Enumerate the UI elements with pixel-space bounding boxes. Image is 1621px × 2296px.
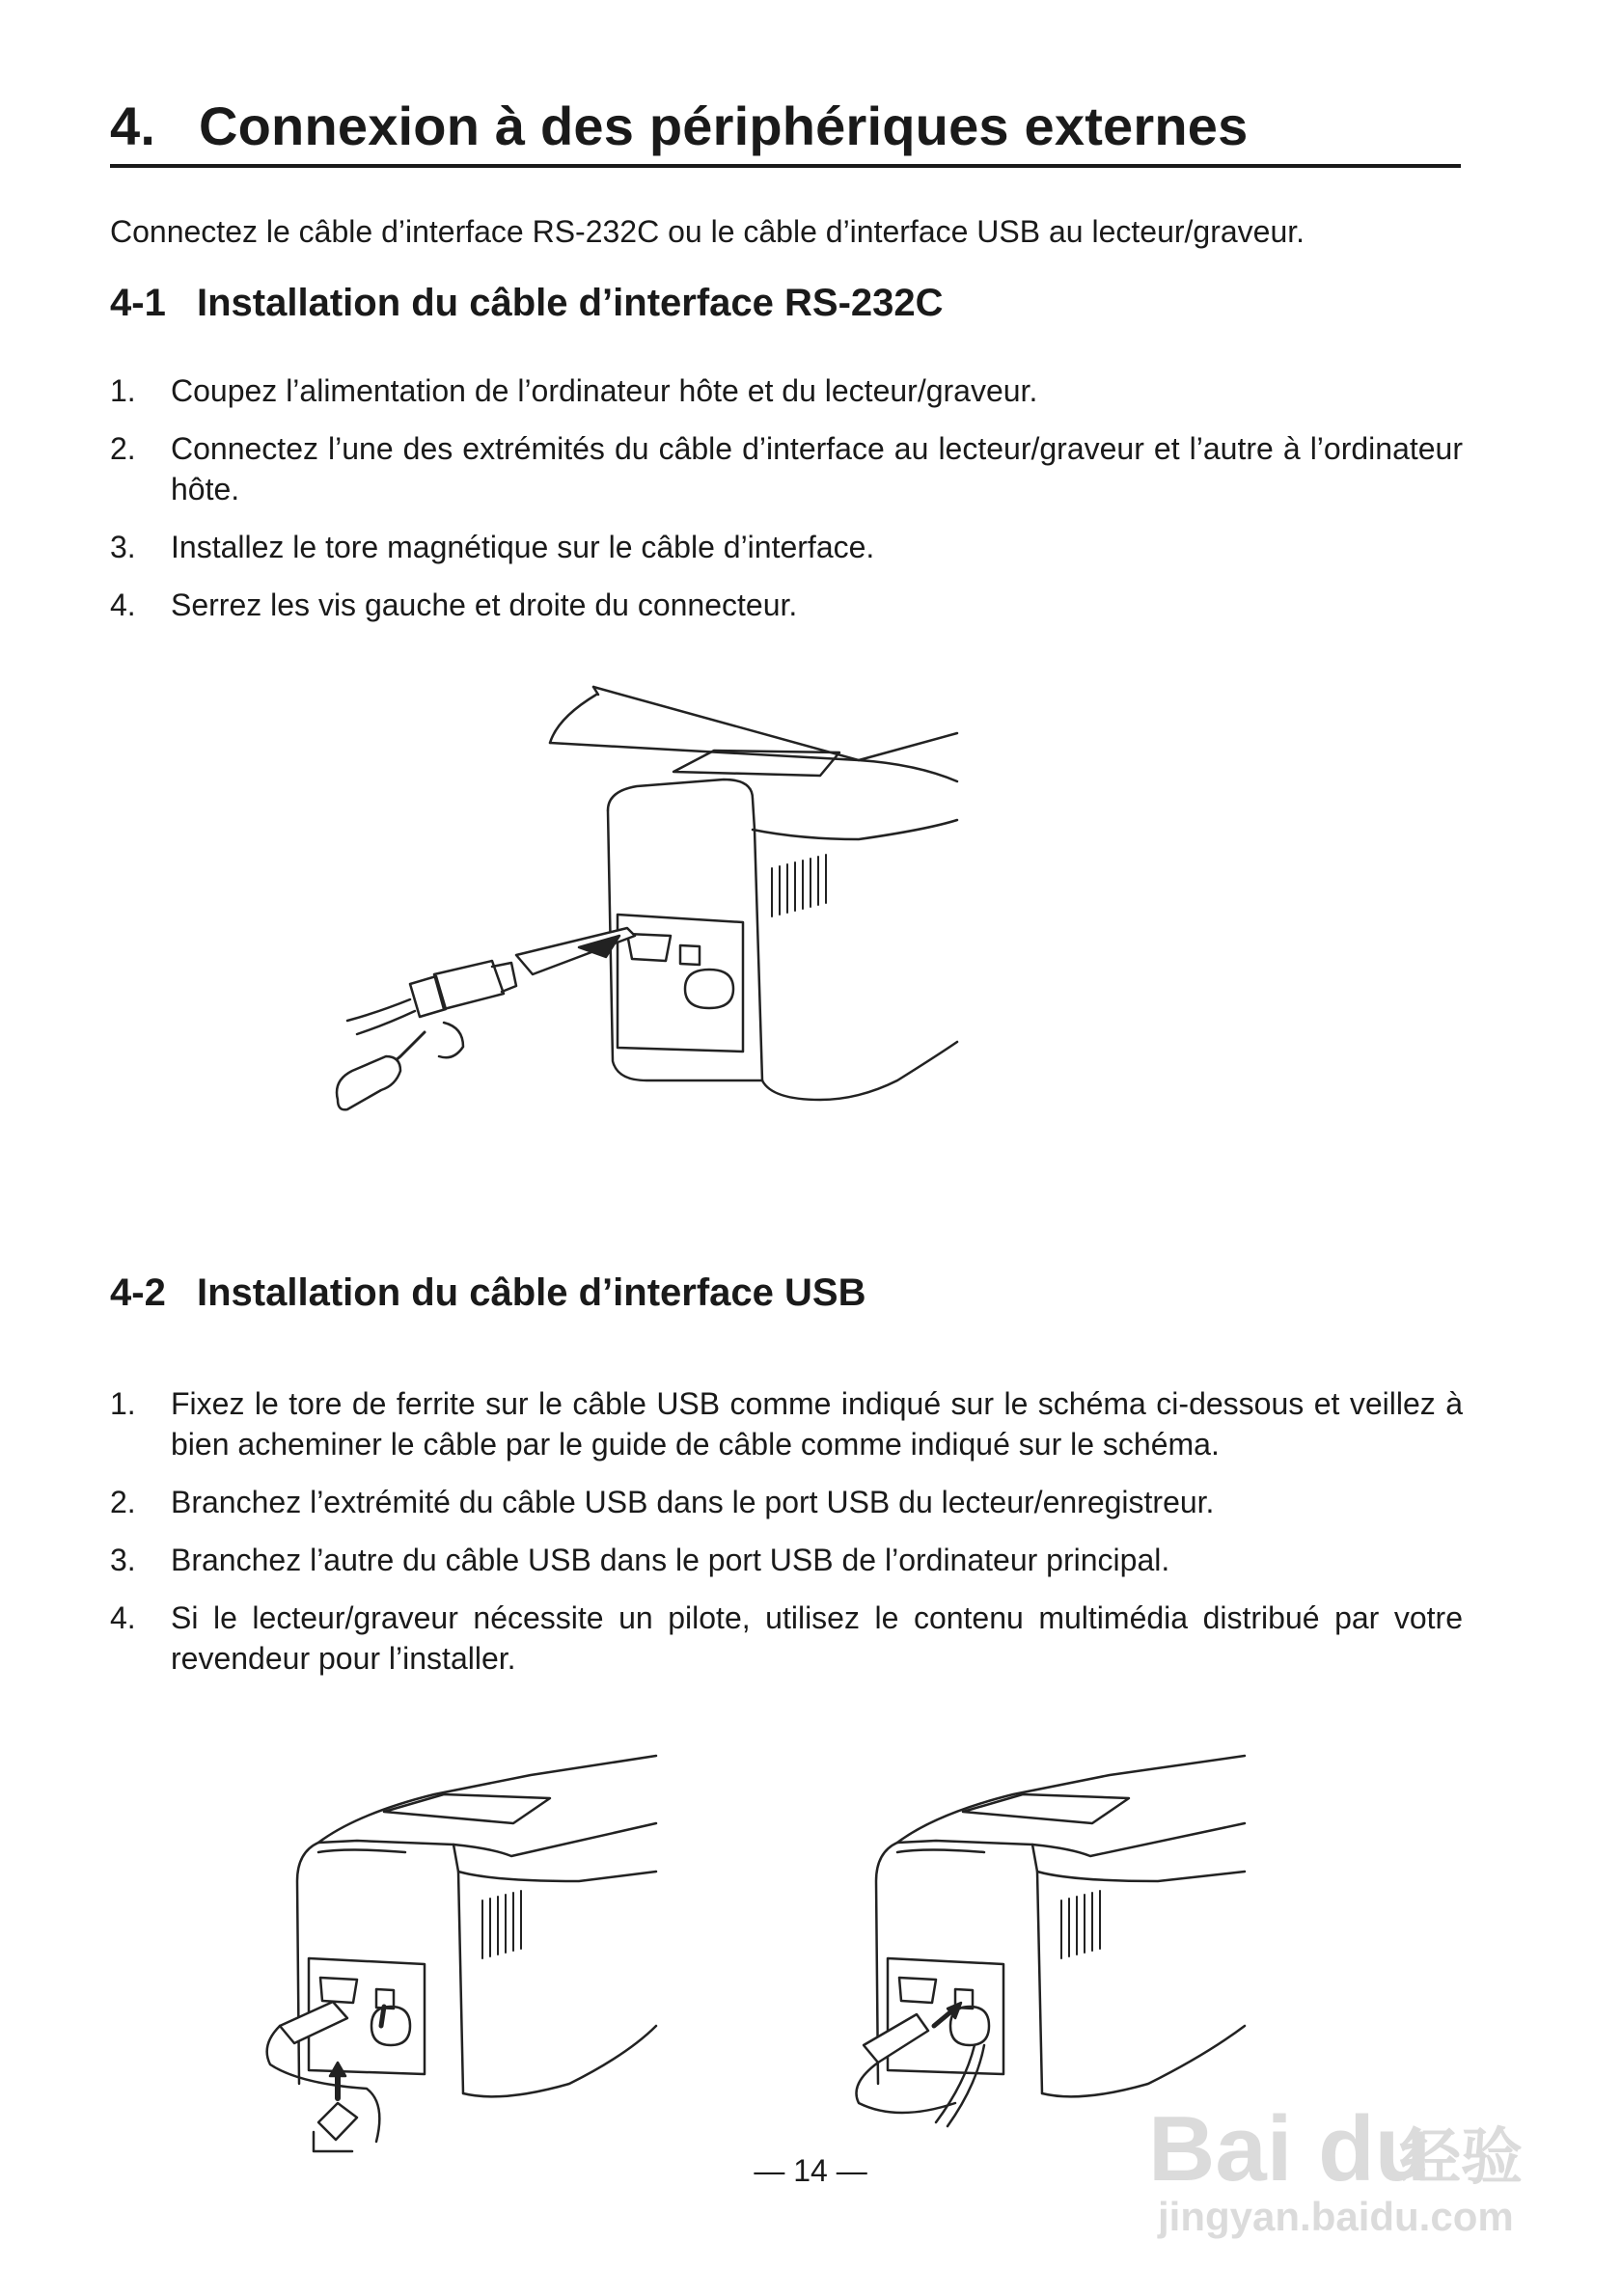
usb-ferrite-illustration [261,1736,675,2161]
step-number: 2. [110,431,136,466]
list-item [110,1383,1463,1464]
list-item [110,585,1463,625]
step-number: 3. [110,530,136,564]
usb-steps [110,1383,1463,1696]
watermark-brand: Bai du [1148,2097,1432,2200]
section-title: Installation du câble d’interface USB [197,1271,866,1314]
watermark-url: jingyan.baidu.com [1158,2194,1514,2239]
step-number: 3. [110,1543,136,1577]
rs232c-steps [110,370,1463,642]
step-text: Si le lecteur/graveur nécessite un pilote, utilisez le contenu multimédia distribué par votre revendeur pour l’installer. [171,1600,1463,1676]
list-item [110,527,1463,567]
chapter-title: Connexion à des périphériques externes [199,96,1249,156]
step-text: Branchez l’autre du câble USB dans le port USB de l’ordinateur principal. [171,1543,1170,1577]
section-heading-rs232c [110,282,1461,325]
chapter-number: 4. [110,96,156,156]
step-number: 1. [110,1386,136,1421]
section-title: Installation du câble d’interface RS-232C [197,282,944,324]
section-number: 4-2 [110,1271,166,1314]
list-item [110,1540,1463,1580]
step-text: Fixez le tore de ferrite sur le câble USB comme indiqué sur le schéma ci-dessous et veillez à bien acheminer le câble par le guide de câble comme indiqué sur le schéma. [171,1386,1463,1462]
step-number: 1. [110,373,136,408]
step-text: Serrez les vis gauche et droite du connecteur. [171,588,798,622]
step-text: Branchez l’extrémité du câble USB dans le port USB du lecteur/enregistreur. [171,1485,1215,1519]
section-number: 4-1 [110,282,166,324]
list-item [110,428,1463,509]
step-text: Connectez l’une des extrémités du câble d’interface au lecteur/graveur et l’autre à l’ordinateur hôte. [171,431,1463,506]
baidu-jingyan-watermark [1148,2074,1563,2248]
list-item [110,1482,1463,1522]
rs232c-connection-illustration [318,675,994,1177]
step-number: 2. [110,1485,136,1519]
step-text: Coupez l’alimentation de l’ordinateur hôte et du lecteur/graveur. [171,373,1038,408]
list-item [110,1598,1463,1679]
page-title [110,96,1461,168]
list-item [110,370,1463,411]
step-number: 4. [110,588,136,622]
page-number: — 14 — [754,2153,867,2188]
intro-paragraph: Connectez le câble d’interface RS-232C ou le câble d’interface USB au lecteur/graveur. [110,214,1305,249]
step-text: Installez le tore magnétique sur le câble d’interface. [171,530,875,564]
watermark-brand-cn: 经验 [1399,2122,1523,2192]
section-heading-usb [110,1271,1461,1315]
step-number: 4. [110,1600,136,1635]
